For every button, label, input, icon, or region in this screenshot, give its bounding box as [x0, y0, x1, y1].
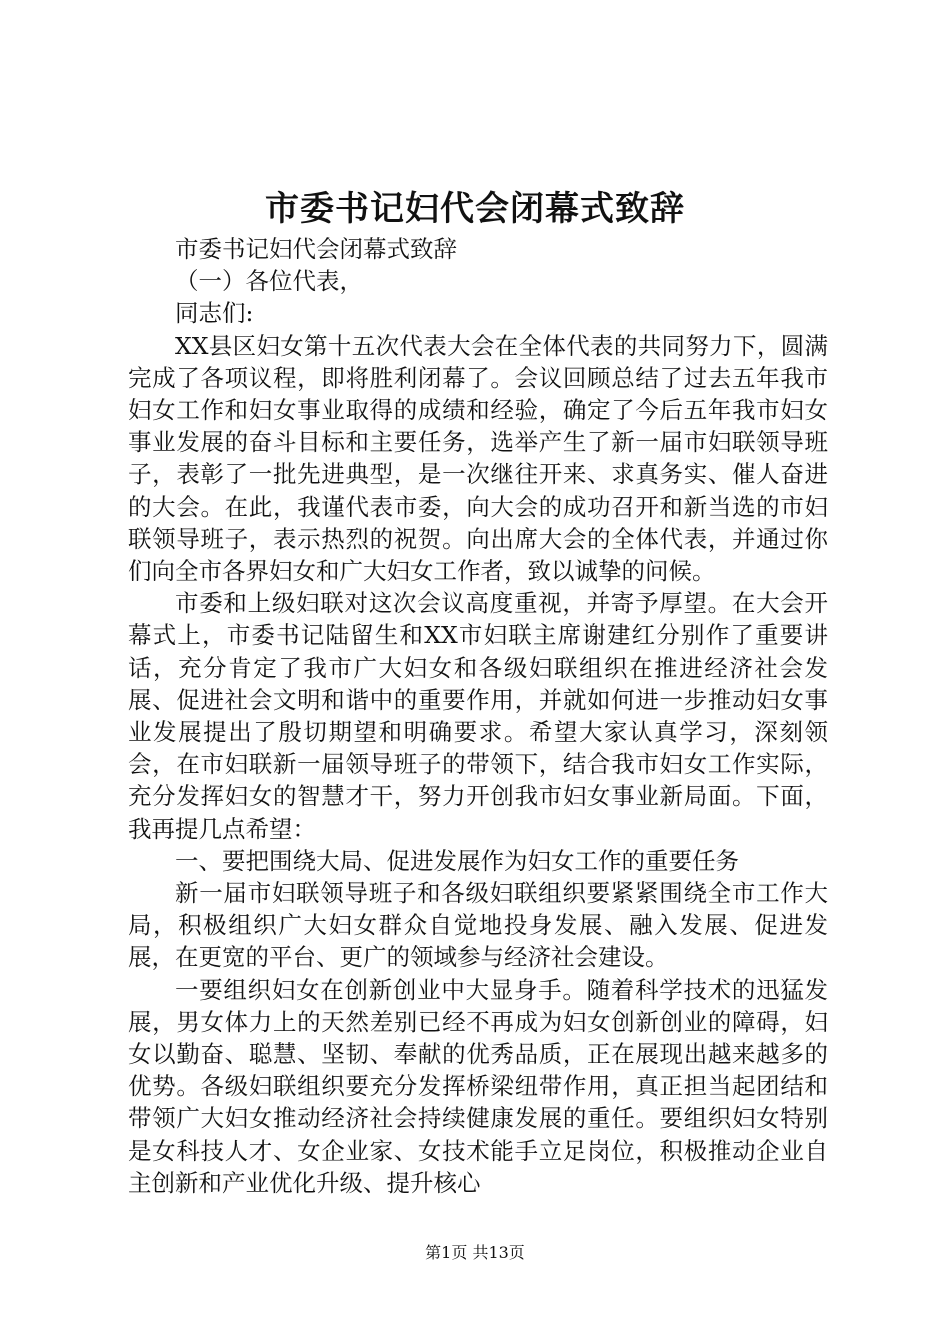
- paragraph-opening: XX县区妇女第十五次代表大会在全体代表的共同努力下，圆满完成了各项议程，即将胜利闭幕了。会议回顾总结了过去五年我市妇女工作和妇女事业取得的成绩和经验，确定了今后五年我市妇女事业发展的奋斗目标和主要任务，选举产生了新一届市妇联领导班子，表彰了一批先进典型，是一次继往开来、求真务实、催人奋进的大会。在此，我谨代表市委，向大会的成功召开和新当选的市妇联领导班子，表示热烈的祝贺。向出席大会的全体代表，并通过你们向全市各界妇女和广大妇女工作者，致以诚挚的问候。: [128, 331, 828, 586]
- paragraph-salutation-comrades: 同志们:: [175, 299, 254, 328]
- paragraph-leadership: 新一届市妇联领导班子和各级妇联组织要紧紧围绕全市工作大局，积极组织广大妇女群众自觉地投身发展、融入发展、促进发展，在更宽的平台、更广的领域参与经济社会建设。: [128, 879, 828, 972]
- document-body: [128, 233, 828, 1199]
- paragraph-importance: 市委和上级妇联对这次会议高度重视，并寄予厚望。在大会开幕式上，市委书记陆留生和XX市妇联主席谢建红分别作了重要讲话，充分肯定了我市广大妇女和各级妇联组织在推进经济社会发展、促进社会文明和谐中的重要作用，并就如何进一步推动妇女事业发展提出了殷切期望和明确要求。希望大家认真学习，深刻领会，在市妇联新一届领导班子的带领下，结合我市妇女工作实际，充分发挥妇女的智慧才干，努力开创我市妇女事业新局面。下面，我再提几点希望：: [128, 589, 828, 843]
- paragraph-salutation-delegates: （一）各位代表，: [175, 267, 363, 296]
- paragraph-subtitle: 市委书记妇代会闭幕式致辞: [175, 235, 457, 263]
- paragraph-innovation: 一要组织妇女在创新创业中大显身手。随着科学技术的迅猛发展，男女体力上的天然差别已经不再成为妇女创新创业的障碍，妇女以勤奋、聪慧、坚韧、奉献的优秀品质，正在展现出越来越多的优势。各级妇联组织要充分发挥桥梁纽带作用，真正担当起团结和带领广大妇女推动经济社会持续健康发展的重任。要组织妇女特别是女科技人才、女企业家、女技术能手立足岗位，积极推动企业自主创新和产业优化升级、提升核心: [128, 975, 828, 1197]
- document-title: 市委书记妇代会闭幕式致辞: [265, 189, 685, 229]
- page-number-footer: 第1页 共13页: [425, 1243, 525, 1262]
- section-heading-1: 一、要把围绕大局、促进发展作为妇女工作的重要任务: [175, 846, 739, 875]
